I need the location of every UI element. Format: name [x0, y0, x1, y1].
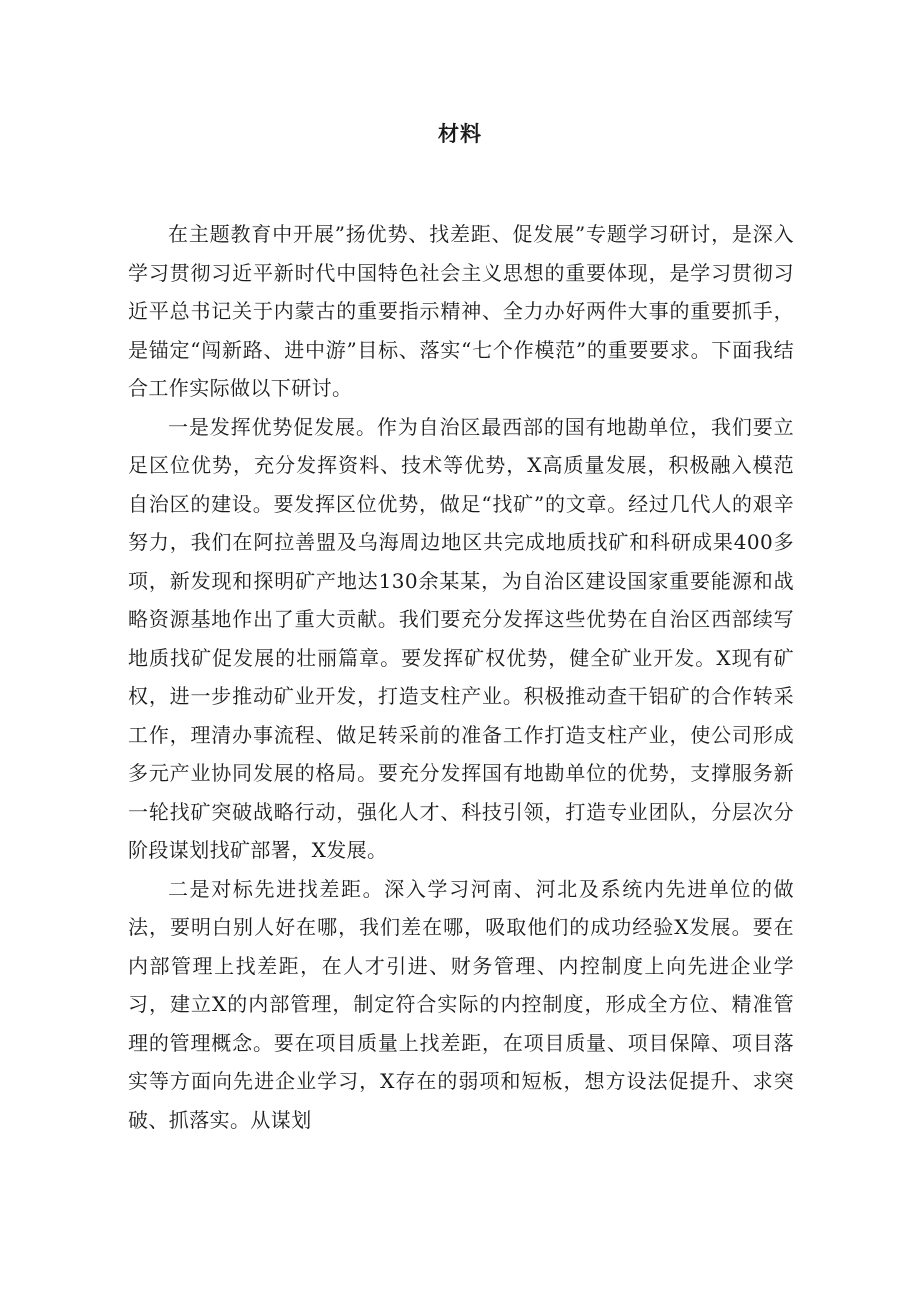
document-body — [128, 215, 794, 1139]
paragraph-section-1: 一是发挥优势促发展。作为自治区最西部的国有地勘单位，我们要立足区位优势，充分发挥资料、技术等优势，X高质量发展，积极融入模范自治区的建设。要发挥区位优势，做足“找矿”的文章。经过几代人的艰辛努力，我们在阿拉善盟及乌海周边地区共完成地质找矿和科研成果400多项，新发现和探明矿产地达130余某某，为自治区建设国家重要能源和战略资源基地作出了重大贡献。我们要充分发挥这些优势在自治区西部续写地质找矿促发展的壮丽篇章。要发挥矿权优势，健全矿业开发。X现有矿权，进一步推动矿业开发，打造支柱产业。积极推动查干铝矿的合作转采工作，理清办事流程、做足转采前的准备工作打造支柱产业，使公司形成多元产业协同发展的格局。要充分发挥国有地勘单位的优势，支撑服务新一轮找矿突破战略行动，强化人才、科技引领，打造专业团队，分层次分阶段谋划找矿部署，X发展。 — [128, 414, 794, 862]
paragraph-section-2: 二是对标先进找差距。深入学习河南、河北及系统内先进单位的做法，要明白别人好在哪，我们差在哪，吸取他们的成功经验X发展。要在内部管理上找差距，在人才引进、财务管理、内控制度上向先进企业学习，建立X的内部管理，制定符合实际的内控制度，形成全方位、精准管理的管理概念。要在项目质量上找差距，在项目质量、项目保障、项目落实等方面向先进企业学习，X存在的弱项和短板，想方设法促提升、求突破、抓落实。从谋划 — [128, 876, 794, 1132]
document-title: 材料 — [438, 121, 482, 146]
paragraph-intro: 在主题教育中开展”扬优势、找差距、促发展”专题学习研讨，是深入学习贯彻习近平新时代中国特色社会主义思想的重要体现，是学习贯彻习近平总书记关于内蒙古的重要指示精神、全力办好两件大事的重要抓手，是锚定“闯新路、进中游”目标、落实“七个作模范”的重要要求。下面我结合工作实际做以下研讨。 — [128, 222, 794, 400]
